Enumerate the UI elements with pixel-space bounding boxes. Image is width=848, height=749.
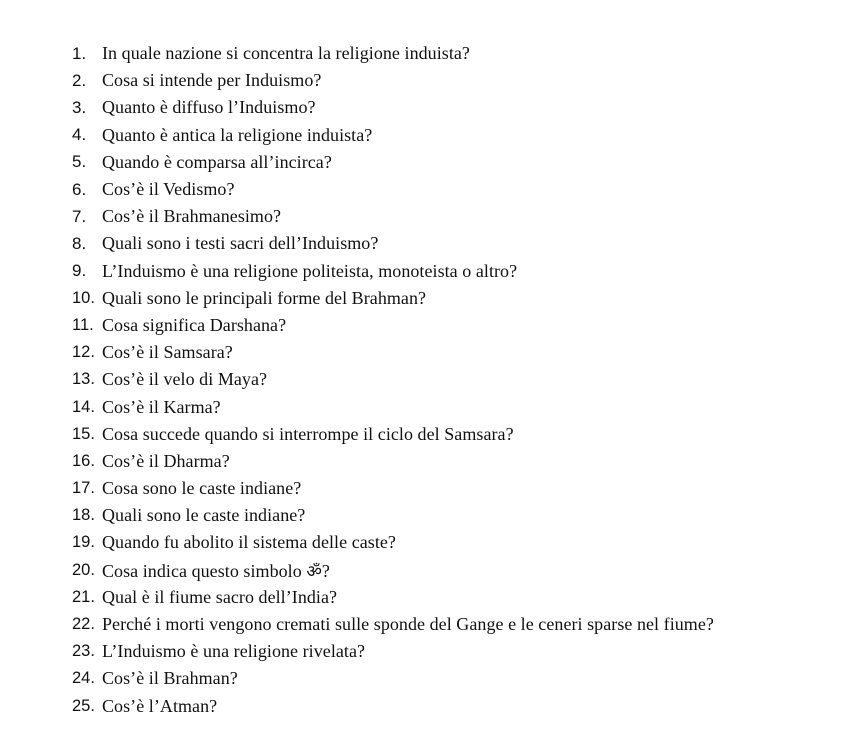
question-item	[72, 584, 714, 611]
question-text: Quando fu abolito il sistema delle caste?	[102, 532, 396, 553]
question-item	[72, 475, 714, 502]
question-text: Cos’è il Vedismo?	[102, 179, 235, 200]
question-text: Cos’è il Karma?	[102, 396, 221, 417]
question-item	[72, 176, 714, 203]
question-text: Cosa significa Darshana?	[102, 314, 287, 335]
question-number: 6.	[72, 179, 87, 199]
question-text: Cosa si intende per Induismo?	[102, 70, 322, 91]
question-number: 18.	[72, 506, 95, 525]
question-number: 3.	[72, 97, 87, 117]
question-item	[72, 502, 714, 529]
question-text: Cos’è il Samsara?	[102, 342, 233, 363]
question-item	[72, 366, 714, 393]
question-text: Quando è comparsa all’incirca?	[102, 151, 332, 172]
question-list	[72, 40, 714, 720]
question-number: 5.	[72, 152, 87, 172]
question-item	[72, 312, 714, 339]
question-item	[72, 611, 714, 638]
question-text: L’Induismo è una religione rivelata?	[102, 641, 366, 662]
question-text: Cos’è il velo di Maya?	[102, 369, 268, 390]
question-number: 7.	[72, 206, 87, 226]
question-text: Quali sono le caste indiane?	[102, 505, 306, 526]
question-number: 23.	[72, 642, 95, 661]
question-item	[72, 339, 714, 366]
question-text: Cos’è il Dharma?	[102, 450, 230, 471]
question-text: Cos’è l’Atman?	[102, 695, 218, 716]
question-item	[72, 203, 714, 230]
question-number: 24.	[72, 669, 95, 688]
question-text: Cosa indica questo simbolo	[102, 560, 307, 581]
question-item	[72, 94, 714, 121]
question-item	[72, 448, 714, 475]
question-item	[72, 638, 714, 665]
question-number: 22.	[72, 615, 95, 634]
question-item	[72, 285, 714, 312]
om-symbol: ॐ	[306, 561, 322, 582]
question-number: 8.	[72, 233, 87, 253]
question-text: Quanto è diffuso l’Induismo?	[102, 97, 316, 118]
question-number: 25.	[72, 696, 95, 715]
question-text: In quale nazione si concentra la religione induista?	[102, 43, 470, 64]
question-item	[72, 40, 714, 67]
question-item	[72, 393, 714, 420]
question-number: 4.	[72, 125, 87, 145]
question-item	[72, 230, 714, 257]
question-text: Quali sono i testi sacri dell’Induismo?	[102, 233, 379, 254]
question-item	[72, 693, 714, 720]
question-text: Quanto è antica la religione induista?	[102, 124, 373, 145]
question-text: Cosa succede quando si interrompe il ciclo del Samsara?	[102, 423, 514, 444]
question-text: Quali sono le principali forme del Brahman?	[102, 287, 427, 308]
question-number: 11.	[72, 315, 94, 334]
question-number: 17.	[72, 479, 95, 498]
question-item	[72, 665, 714, 692]
question-number: 9.	[72, 261, 87, 281]
question-item	[72, 529, 714, 556]
question-item	[72, 122, 714, 149]
question-number: 19.	[72, 533, 95, 552]
question-text: Qual è il fiume sacro dell’India?	[102, 586, 338, 607]
question-suffix: ?	[321, 560, 330, 581]
question-number: 21.	[72, 587, 95, 606]
question-text: L’Induismo è una religione politeista, monoteista o altro?	[102, 260, 518, 281]
question-number: 2.	[72, 70, 87, 90]
question-text: Perché i morti vengono cremati sulle sponde del Gange e le ceneri sparse nel fiume?	[102, 614, 714, 635]
question-text: Cos’è il Brahmanesimo?	[102, 206, 282, 227]
question-item	[72, 258, 714, 285]
question-number: 10.	[72, 288, 95, 307]
question-number: 1.	[72, 43, 87, 63]
question-number: 14.	[72, 397, 95, 416]
question-number: 13.	[72, 370, 95, 389]
question-number: 16.	[72, 451, 95, 470]
question-number: 20.	[72, 560, 95, 579]
question-text: Cosa sono le caste indiane?	[102, 478, 302, 499]
question-text: Cos’è il Brahman?	[102, 668, 238, 689]
question-text-with-symbol	[102, 559, 330, 582]
question-item	[72, 421, 714, 448]
question-number: 15.	[72, 424, 95, 443]
question-item	[72, 557, 714, 584]
question-item	[72, 149, 714, 176]
question-number: 12.	[72, 343, 95, 362]
question-item	[72, 67, 714, 94]
